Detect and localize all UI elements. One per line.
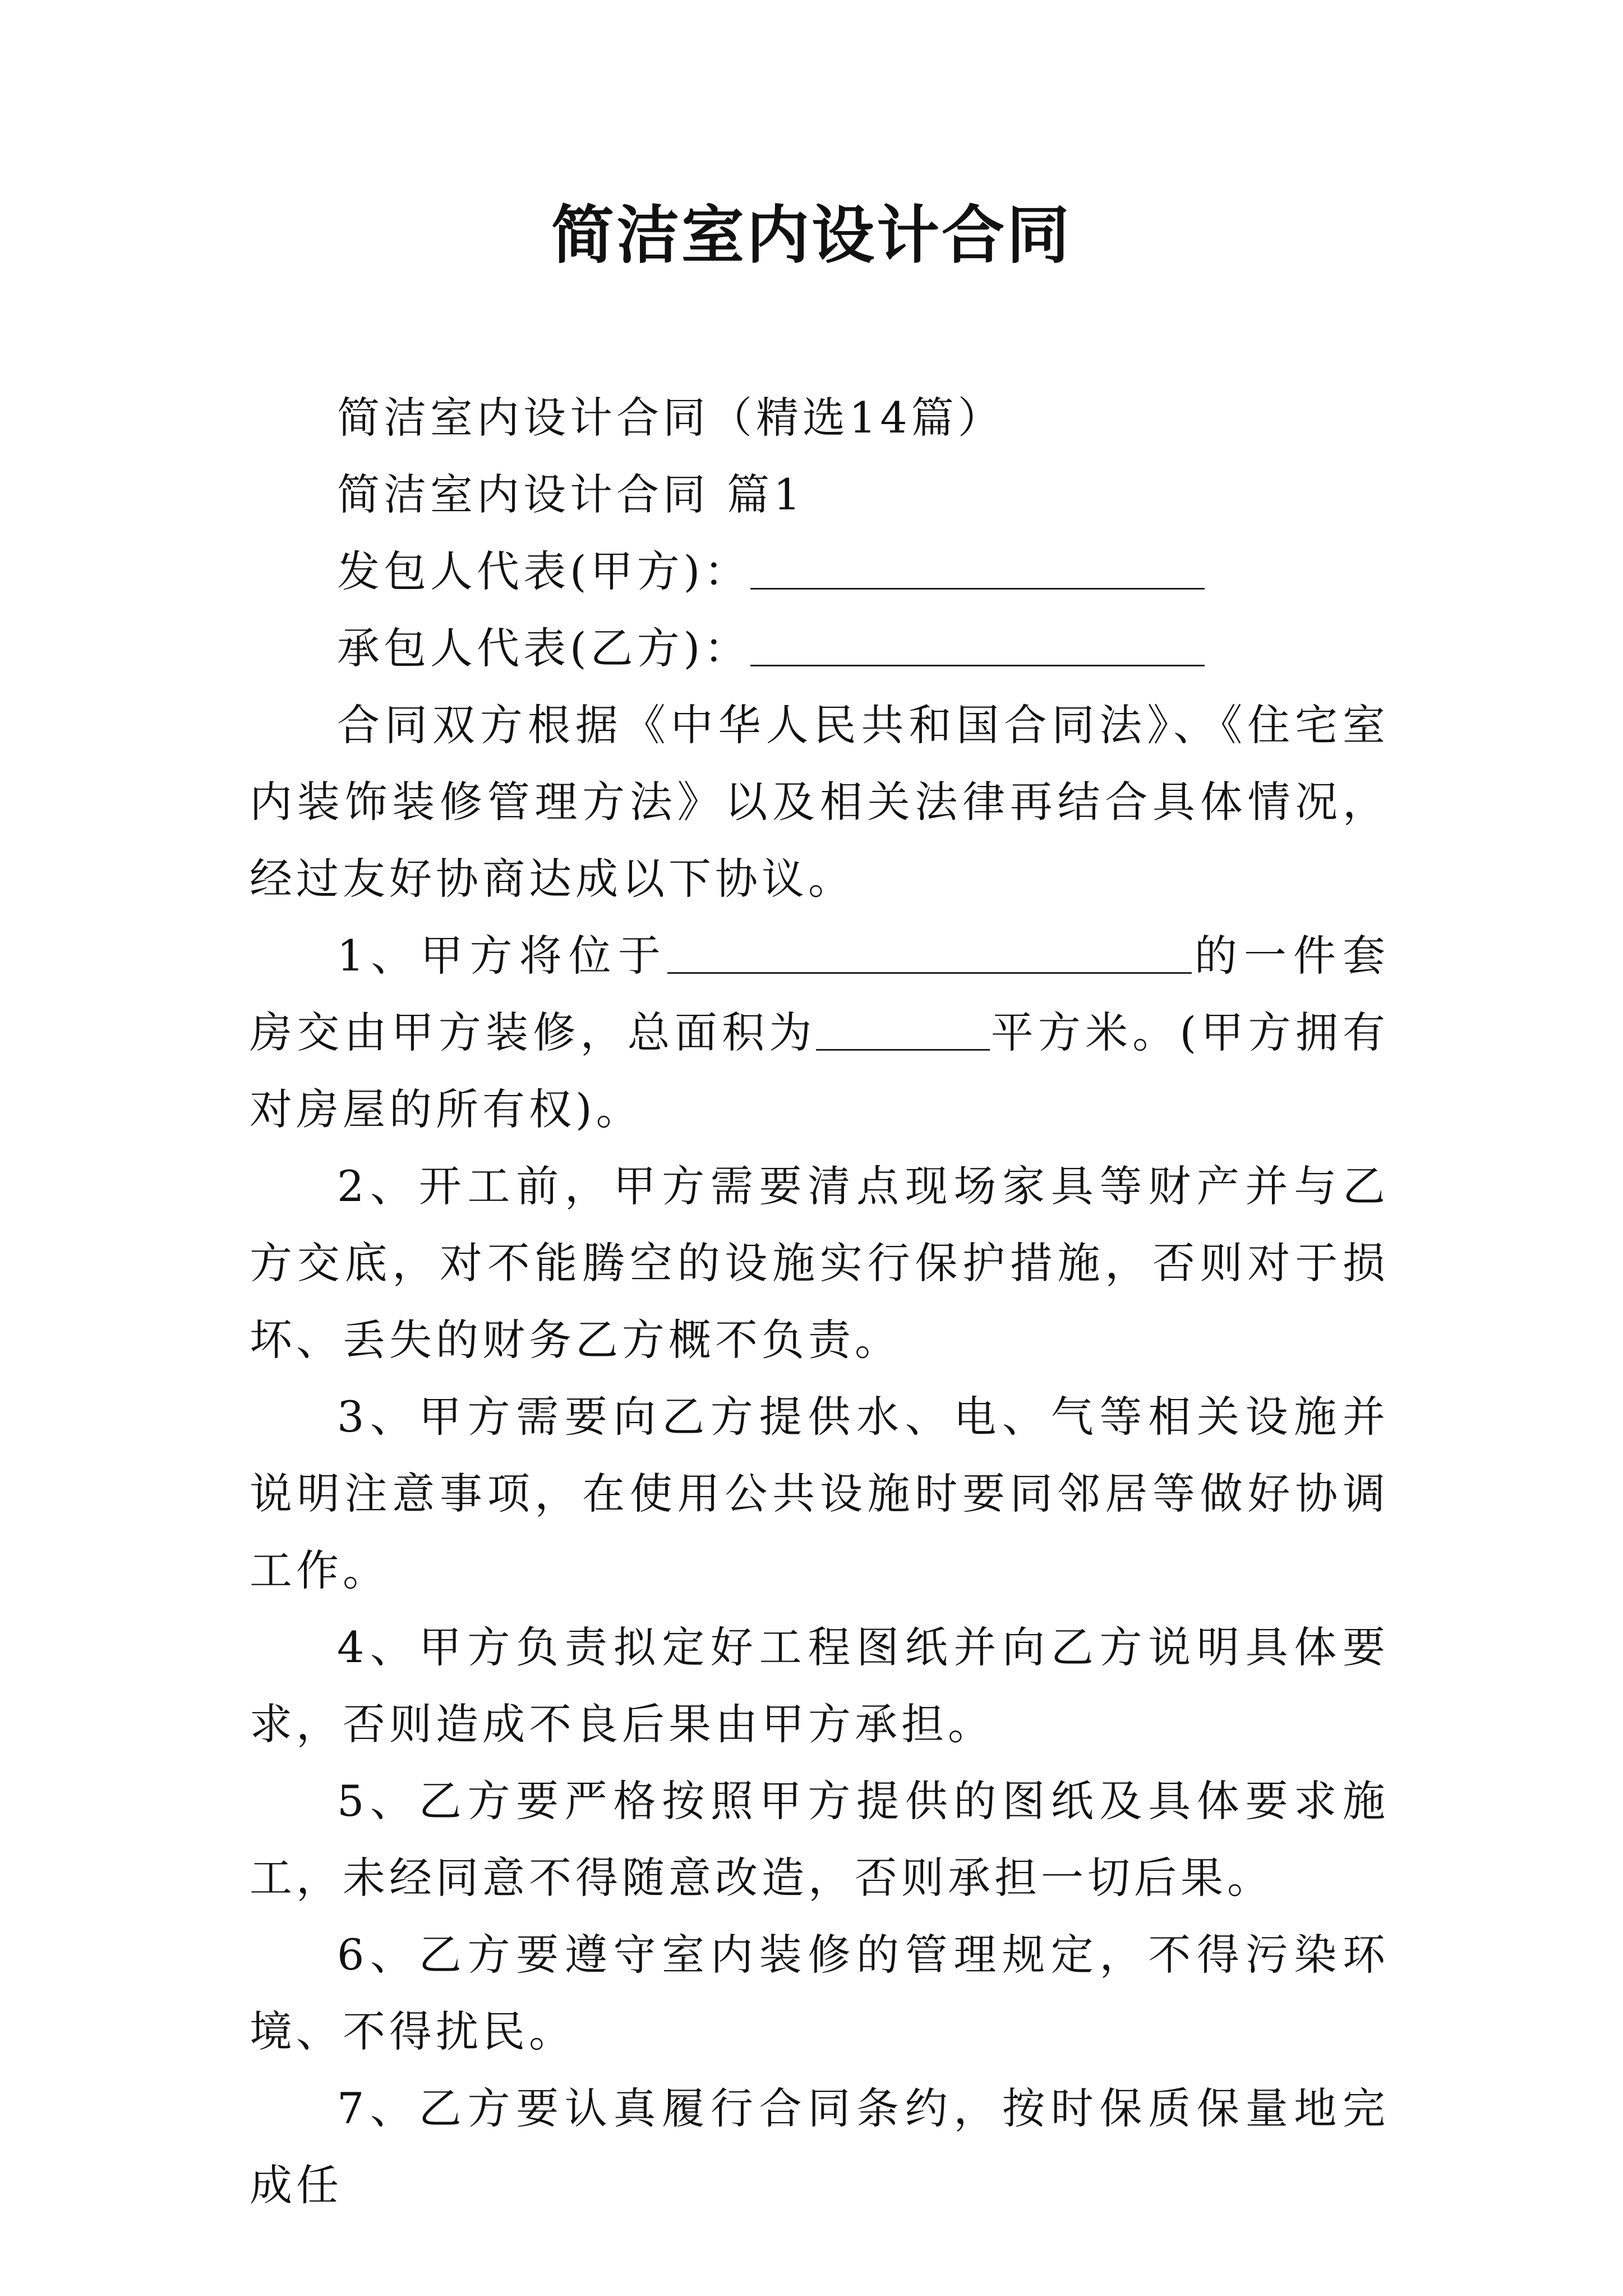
clause-1-part3: 平方米。(甲方拥有对房屋的所有权)。 — [250, 1007, 1389, 1134]
clause-2: 2、开工前，甲方需要清点现场家具等财产并与乙方交底，对不能腾空的设施实行保护措施，否则对于损坏、丢失的财务乙方概不负责。 — [250, 1161, 1389, 1365]
document-body — [250, 379, 1389, 2224]
clause-4: 4、甲方负责拟定好工程图纸并向乙方说明具体要求，否则造成不良后果由甲方承担。 — [250, 1622, 1389, 1749]
clause-3: 3、甲方需要向乙方提供水、电、气等相关设施并说明注意事项，在使用公共设施时要同邻居等做好协调工作。 — [250, 1392, 1389, 1595]
party-a-blank — [750, 549, 1205, 590]
clause-1 — [250, 917, 1389, 1148]
party-b-blank — [750, 625, 1205, 666]
clause-1-part1: 1、甲方将位于 — [337, 931, 667, 981]
section-heading: 简洁室内设计合同 篇1 — [337, 470, 805, 519]
address-blank — [667, 933, 1192, 974]
clause-1-part2: 的一件套房交由甲方装修，总面积为 — [250, 931, 1389, 1057]
area-blank — [816, 1010, 990, 1051]
clause-6: 6、乙方要遵守室内装修的管理规定，不得污染环境、不得扰民。 — [250, 1930, 1389, 2056]
party-a-line — [250, 533, 1389, 610]
party-b-line — [250, 610, 1389, 687]
document-title: 简洁室内设计合同 — [551, 199, 1072, 272]
clause-7: 7、乙方要认真履行合同条约，按时保质保量地完成任 — [250, 2083, 1389, 2210]
party-a-label: 发包人代表(甲方)： — [337, 546, 751, 596]
clause-5: 5、乙方要严格按照甲方提供的图纸及具体要求施工，未经同意不得随意改造，否则承担一切后果。 — [250, 1776, 1389, 1903]
party-b-label: 承包人代表(乙方)： — [337, 623, 751, 673]
intro-paragraph: 合同双方根据《中华人民共和国合同法》、《住宅室内装饰装修管理方法》以及相关法律再结合具体情况，经过友好协商达成以下协议。 — [250, 700, 1389, 904]
document-subtitle: 简洁室内设计合同（精选14篇） — [337, 393, 1004, 443]
